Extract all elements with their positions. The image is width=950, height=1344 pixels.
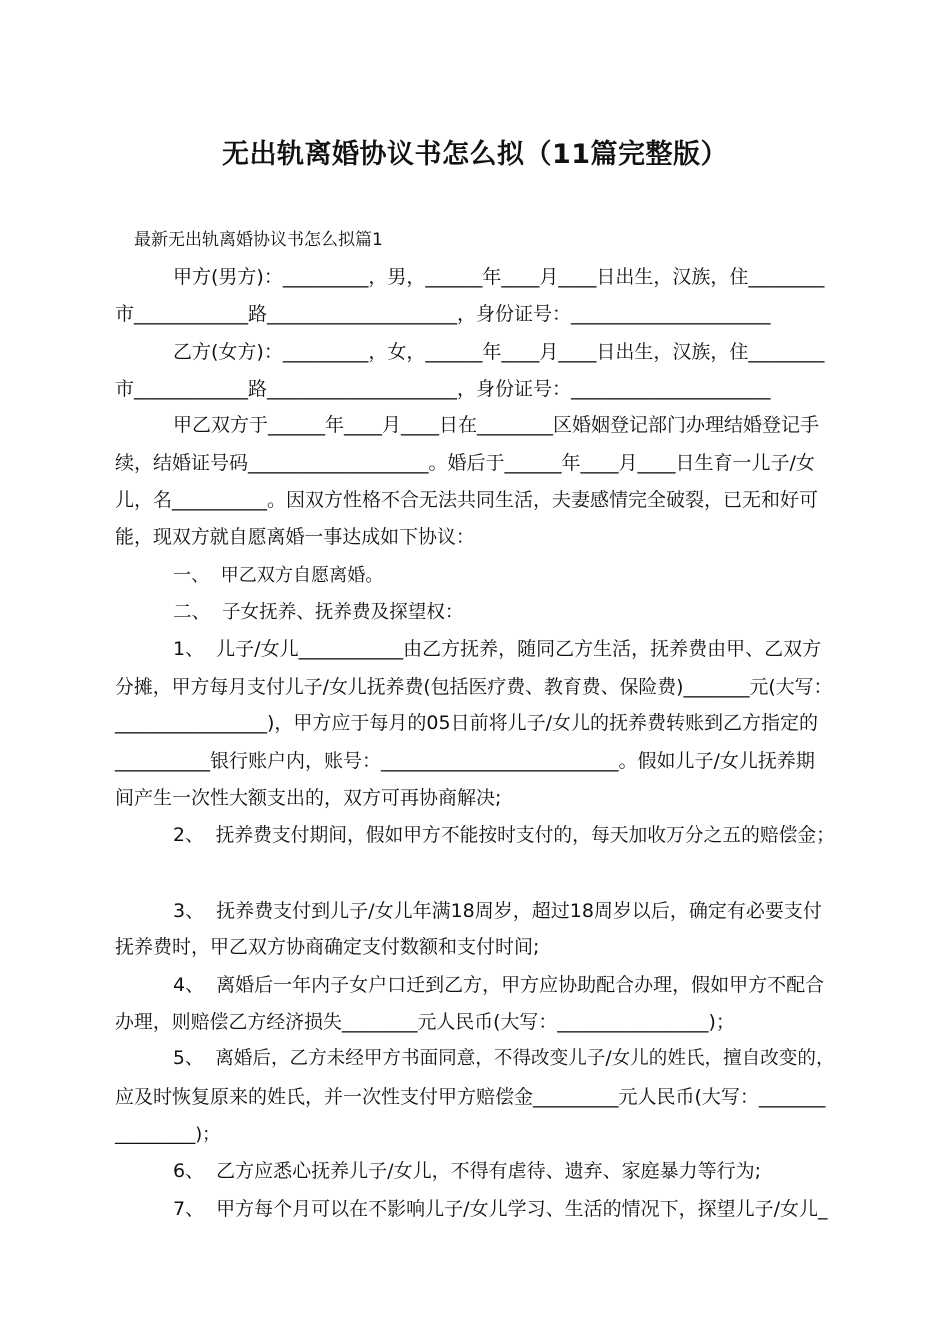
body-line: 4、 离婚后一年内子女户口迁到乙方，甲方应协助配合办理，假如甲方不配合 <box>173 974 825 996</box>
body-line: 1、 儿子/女儿___________由乙方抚养，随同乙方生活，抚养费由甲、乙双方 <box>173 638 822 660</box>
body-line: _________)； <box>115 1124 221 1145</box>
body-line: 甲乙双方于______年____月____日在________区婚姻登记部门办理结婚登记手 <box>173 414 820 436</box>
body-line: 办理，则赔偿乙方经济损失________元人民币(大写：________________)； <box>115 1011 735 1033</box>
body-line: 2、 抚养费支付期间，假如甲方不能按时支付的，每天加收万分之五的赔偿金； <box>173 825 835 846</box>
body-line: 二、 子女抚养、抚养费及探望权： <box>173 602 464 623</box>
body-line: 市____________路____________________，身份证号：_____________________ <box>115 378 771 400</box>
body-line: 7、 甲方每个月可以在不影响儿子/女儿学习、生活的情况下，探望儿子/女儿_ <box>173 1198 828 1220</box>
body-line: 市____________路____________________，身份证号：_____________________ <box>115 303 771 325</box>
body-line: 一、 甲乙双方自愿离婚。 <box>173 565 384 586</box>
body-line: __________银行账户内，账号：_________________________。假如儿子/女儿抚养期 <box>115 750 815 772</box>
body-line: 抚养费时，甲乙双方协商确定支付数额和支付时间; <box>115 936 540 958</box>
body-line: 间产生一次性大额支出的，双方可再协商解决; <box>115 787 502 809</box>
section-heading: 最新无出轨离婚协议书怎么拟篇1 <box>134 230 383 250</box>
body-line: 儿，名__________。因双方性格不合无法共同生活，夫妻感情完全破裂，已无和好可 <box>115 489 819 511</box>
body-line: 分摊，甲方每月支付儿子/女儿抚养费(包括医疗费、教育费、保险费)_______元(大写： <box>115 676 833 698</box>
document-title: 无出轨离婚协议书怎么拟（11篇完整版） <box>221 139 729 170</box>
body-line: 6、 乙方应悉心抚养儿子/女儿，不得有虐待、遗弃、家庭暴力等行为; <box>173 1160 761 1182</box>
body-line: 5、 离婚后，乙方未经甲方书面同意，不得改变儿子/女儿的姓氏，擅自改变的， <box>173 1048 835 1069</box>
body-line: 续，结婚证号码___________________。婚后于______年____月____日生育一儿子/女 <box>115 452 815 474</box>
body-line: 甲方(男方)：_________，男，______年____月____日出生，汉族，住________ <box>173 266 825 288</box>
body-line: ________________)，甲方应于每月的05日前将儿子/女儿的抚养费转账到乙方指定的 <box>115 712 818 734</box>
body-line: 3、 抚养费支付到儿子/女儿年满18周岁，超过18周岁以后，确定有必要支付 <box>173 900 822 922</box>
body-line: 能，现双方就自愿离婚一事达成如下协议： <box>115 526 475 548</box>
body-line: 乙方(女方)：_________，女，______年____月____日出生，汉族，住________ <box>173 341 825 363</box>
body-line: 应及时恢复原来的姓氏，并一次性支付甲方赔偿金_________元人民币(大写：_______ <box>115 1086 826 1108</box>
